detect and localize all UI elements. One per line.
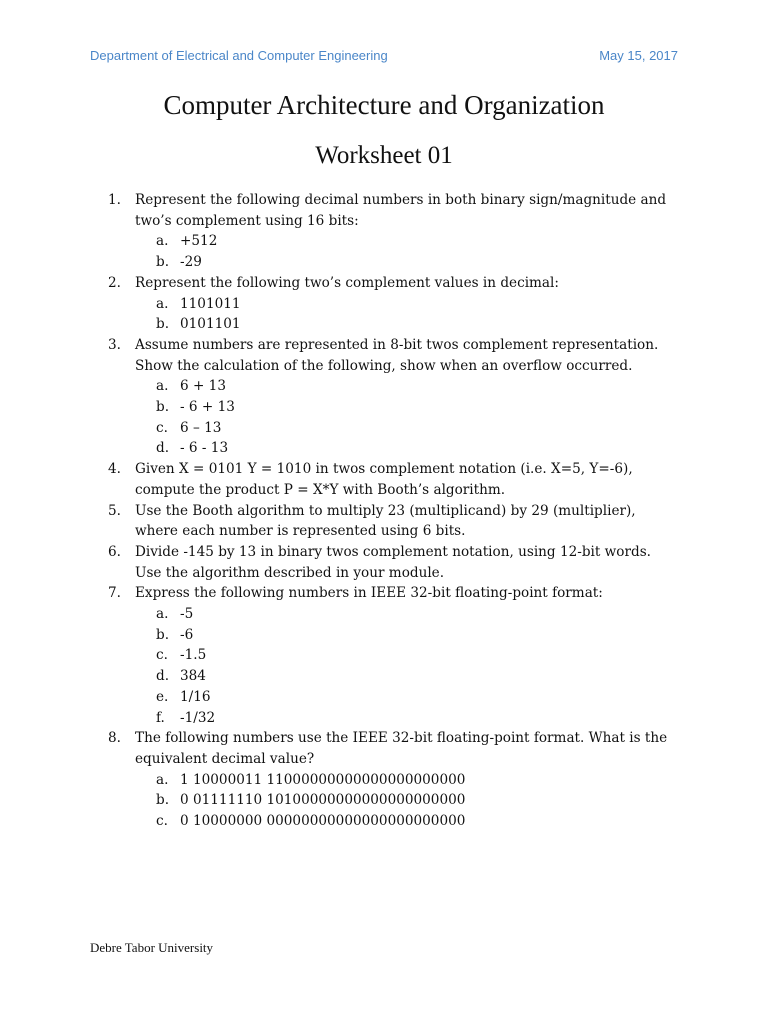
question-text: Express the following numbers in IEEE 32-bit floating-point format: (135, 585, 603, 602)
sub-question-label: a. (156, 378, 169, 395)
sub-question-text: - 6 + 13 (180, 399, 235, 416)
sub-question-item (135, 645, 673, 666)
question-list (108, 190, 673, 832)
sub-question-item (135, 438, 673, 459)
page-footer: Debre Tabor University (90, 940, 214, 955)
sub-question-label: b. (156, 254, 170, 271)
question-text: Represent the following two’s complement values in decimal: (135, 274, 559, 291)
sub-question-label: f. (156, 709, 165, 726)
sub-question-label: a. (156, 233, 169, 250)
sub-question-label: c. (156, 813, 168, 830)
sub-question-label: e. (156, 688, 169, 705)
question-body (135, 728, 673, 832)
sub-question-text: 0 10000000 00000000000000000000000 (180, 813, 466, 830)
sub-question-text: -1/32 (180, 709, 216, 726)
question-body (135, 583, 673, 728)
question-number: 8. (108, 730, 121, 747)
question-item (108, 459, 673, 500)
sub-question-text: 1101011 (180, 295, 241, 312)
question-number: 2. (108, 274, 121, 291)
sub-question-label: d. (156, 668, 170, 685)
sub-question-item (135, 418, 673, 439)
question-item (108, 335, 673, 459)
sub-question-label: a. (156, 771, 169, 788)
question-item (108, 190, 673, 273)
sub-question-text: -6 (180, 626, 194, 643)
sub-question-text: +512 (180, 233, 218, 250)
sub-question-label: c. (156, 647, 168, 664)
question-text: Divide -145 by 13 in binary twos complement notation, using 12-bit words. Use the algorithm described in your module. (135, 543, 651, 581)
sub-question-text: 1 10000011 11000000000000000000000 (180, 771, 466, 788)
sub-question-label: a. (156, 295, 169, 312)
question-text: Assume numbers are represented in 8-bit twos complement representation. Show the calculation of the following, show when an overflow occurred. (135, 336, 659, 374)
header-date: May 15, 2017 (599, 48, 678, 63)
sub-question-item (135, 397, 673, 418)
question-number: 7. (108, 585, 121, 602)
sub-question-item (135, 666, 673, 687)
question-item (108, 542, 673, 583)
sub-question-text: 6 – 13 (180, 419, 222, 436)
question-text: The following numbers use the IEEE 32-bit floating-point format. What is the equivalent decimal value? (135, 730, 668, 767)
question-body (135, 335, 673, 459)
sub-question-label: b. (156, 316, 170, 333)
question-body (135, 273, 673, 335)
sub-question-text: 1/16 (180, 688, 211, 705)
sub-question-item (135, 687, 673, 708)
sub-question-text: 0 01111110 10100000000000000000000 (180, 792, 466, 809)
sub-question-text: -29 (180, 254, 202, 271)
question-body (135, 190, 673, 273)
question-number: 5. (108, 502, 121, 519)
sub-question-label: b. (156, 792, 170, 809)
sub-question-text: - 6 - 13 (180, 440, 229, 457)
page-header (90, 48, 678, 63)
sub-question-item (135, 231, 673, 252)
sub-question-label: b. (156, 399, 170, 416)
question-item (108, 273, 673, 335)
question-text: Represent the following decimal numbers in both binary sign/magnitude and two’s complement using 16 bits: (135, 192, 667, 229)
question-text: Use the Booth algorithm to multiply 23 (multiplicand) by 29 (multiplier), where each number is represented using 6 bits. (135, 502, 636, 540)
document-title: Computer Architecture and Organization (163, 90, 605, 120)
sub-question-text: 384 (180, 668, 206, 685)
sub-question-item (135, 708, 673, 729)
sub-question-label: d. (156, 440, 170, 457)
sub-question-item (135, 811, 673, 832)
question-number: 6. (108, 543, 121, 560)
sub-question-item (135, 770, 673, 791)
sub-question-label: b. (156, 626, 170, 643)
department-name: Department of Electrical and Computer Engineering (90, 48, 388, 63)
sub-question-text: 6 + 13 (180, 378, 226, 395)
sub-question-item (135, 314, 673, 335)
sub-question-text: -5 (180, 606, 194, 623)
sub-question-item (135, 252, 673, 273)
sub-question-label: c. (156, 419, 168, 436)
question-item (108, 728, 673, 832)
sub-question-item (135, 790, 673, 811)
question-number: 4. (108, 461, 121, 478)
sub-question-label: a. (156, 606, 169, 623)
question-item (108, 583, 673, 728)
sub-question-text: 0101101 (180, 316, 241, 333)
sub-question-item (135, 294, 673, 315)
question-item (108, 501, 673, 542)
sub-question-item (135, 604, 673, 625)
question-body (135, 459, 673, 500)
sub-question-item (135, 376, 673, 397)
question-text: Given X = 0101 Y = 1010 in twos complement notation (i.e. X=5, Y=-6), compute the product P = X*Y with Booth’s algorithm. (135, 461, 633, 498)
worksheet-title: Worksheet 01 (315, 142, 453, 169)
question-number: 1. (108, 192, 121, 208)
question-number: 3. (108, 336, 121, 353)
question-body (135, 542, 673, 583)
sub-question-item (135, 625, 673, 646)
sub-question-text: -1.5 (180, 647, 207, 664)
question-body (135, 501, 673, 542)
